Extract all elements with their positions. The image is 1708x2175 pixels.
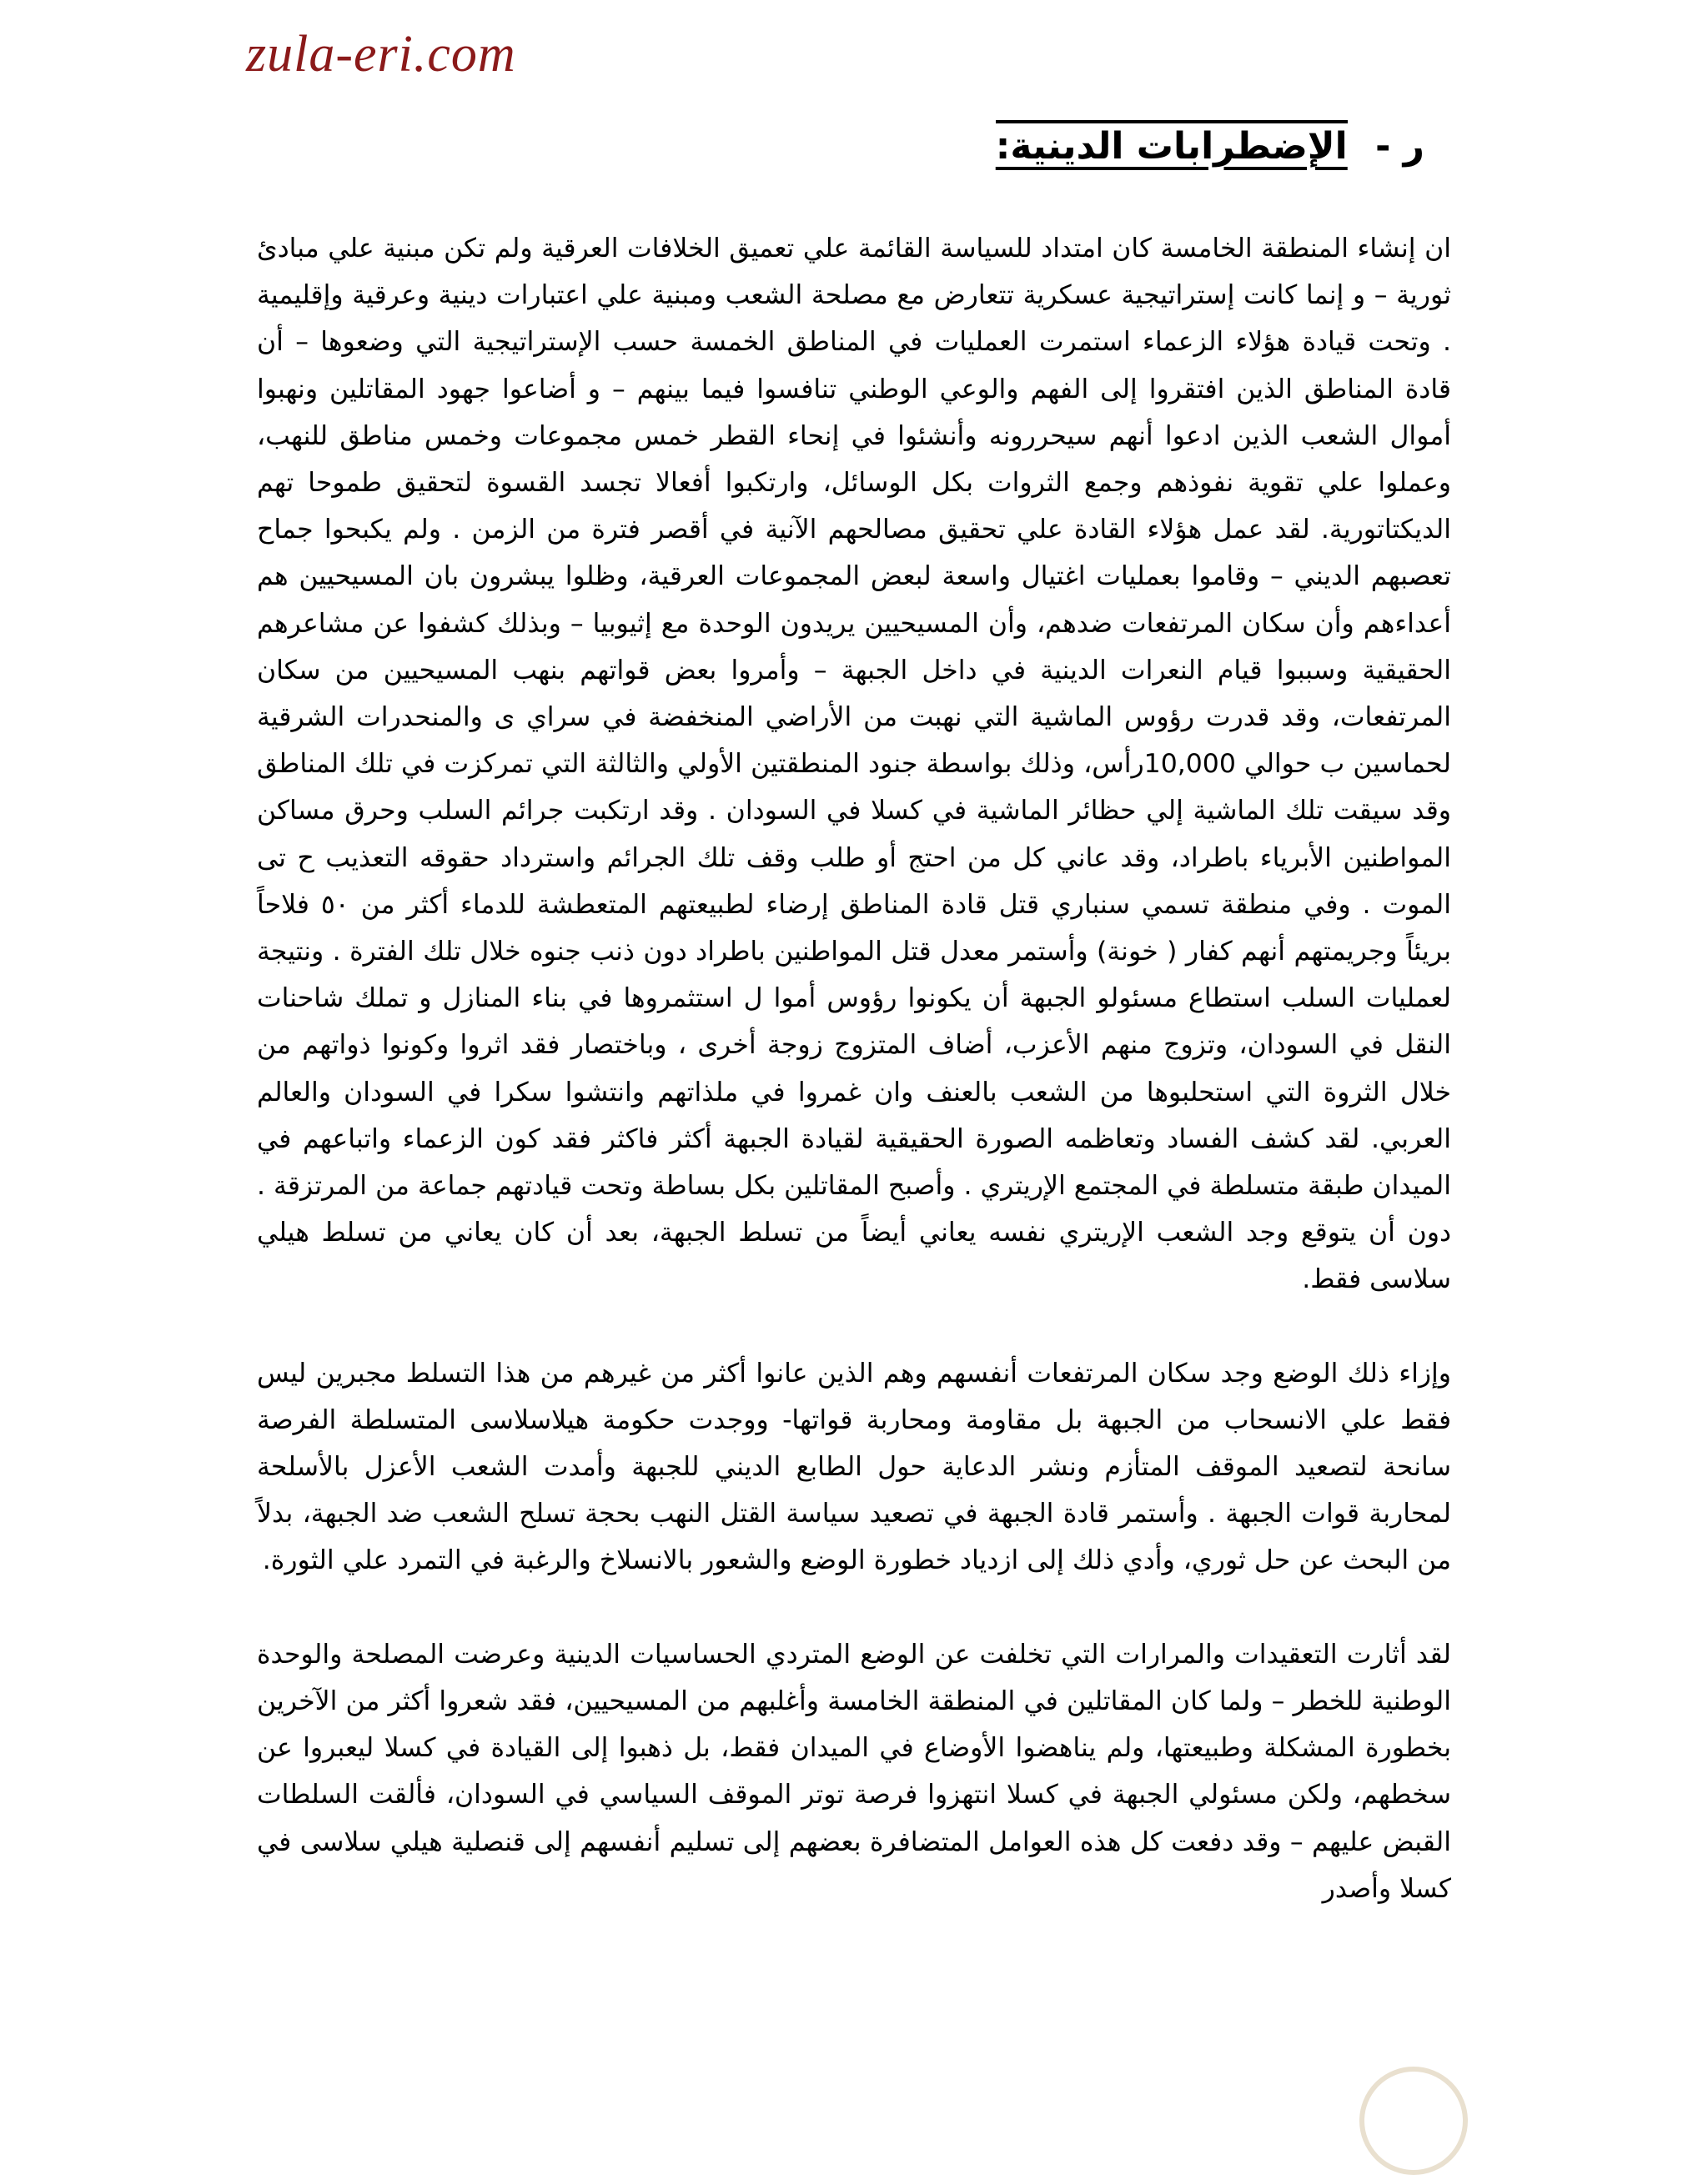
- paragraph-2: وإزاء ذلك الوضع وجد سكان المرتفعات أنفسهم وهم الذين عانوا أكثر من غيرهم من هذا التسلط مجبرين ليس فقط علي الانسحاب من الجبهة بل مقاومة ومحاربة قواتها- ووجدت حكومة هيلاسلاسى المتسلطة الفرصة سانحة لتصعيد الموقف المتأزم ونشر الدعاية حول الطابع الديني للجبهة وأمدت الشعب الأعزل بالأسلحة لمحاربة قوات الجبهة . وأستمر قادة الجبهة في تصعيد سياسة القتل النهب بحجة تسلح الشعب ضد الجبهة، بدلاً من البحث عن حل ثوري، وأدي ذلك إلى ازدياد خطورة الوضع والشعور بالانسلاخ والرغبة في التمرد علي الثورة.: [257, 1358, 1451, 1576]
- section-title: الإضطرابات الدينية:: [996, 120, 1348, 168]
- section-letter: ر -: [1375, 125, 1424, 168]
- paragraph-1: ان إنشاء المنطقة الخامسة كان امتداد للسياسة القائمة علي تعميق الخلافات العرقية ولم تكن مبنية علي مبادئ ثورية – و إنما كانت إستراتيجية عسكرية تتعارض مع مصلحة الشعب ومبنية علي اعتبارات دينية وعرقية وإقليمية . وتحت قيادة هؤلاء الزعماء استمرت العمليات في المناطق الخمسة حسب الإستراتيجية التي وضعوها – أن قادة المناطق الذين افتقروا إلى الفهم والوعي الوطني تنافسوا فيما بينهم – و أضاعوا جهود المقاتلين ونهبوا أموال الشعب الذين ادعوا أنهم سيحررونه وأنشئوا في إنحاء القطر خمس مجموعات وخمس مناطق للنهب، وعملوا علي تقوية نفوذهم وجمع الثروات بكل الوسائل، وارتكبوا أفعالا تجسد القسوة لتحقيق طموحا تهم الديكتاتورية. لقد عمل هؤلاء القادة علي تحقيق مصالحهم الآنية في أقصر فترة من الزمن . ولم يكبحوا جماح تعصبهم الديني – وقاموا بعمليات اغتيال واسعة لبعض المجموعات العرقية، وظلوا يبشرون بان المسيحيين هم أعداءهم وأن سكان المرتفعات ضدهم، وأن المسيحيين يريدون الوحدة مع إثيوبيا – وبذلك كشفوا عن مشاعرهم الحقيقية وسببوا قيام النعرات الدينية في داخل الجبهة – وأمروا بعض قواتهم بنهب المسيحيين من سكان المرتفعات، وقد قدرت رؤوس الماشية التي نهبت من الأراضي المنخفضة في سراي ى والمنحدرات الشرقية لحماسين ب حوالي 10,000رأس، وذلك بواسطة جنود المنطقتين الأولي والثالثة التي تمركزت في تلك المناطق وقد سيقت تلك الماشية إلي حظائر الماشية في كسلا في السودان . وقد ارتكبت جرائم السلب وحرق مساكن المواطنين الأبرياء باطراد، وقد عاني كل من احتج أو طلب وقف تلك الجرائم واسترداد حقوقه التعذيب ح تى الموت . وفي منطقة تسمي سنباري قتل قادة المناطق إرضاء لطبيعتهم المتعطشة للدماء أكثر من ٥٠ فلاحاً بريئاً وجريمتهم أنهم كفار ( خونة) وأستمر معدل قتل المواطنين باطراد دون ذنب جنوه خلال تلك الفترة . ونتيجة لعمليات السلب استطاع مسئولو الجبهة أن يكونوا رؤوس أموا ل استثمروها في بناء المنازل و تملك شاحنات النقل في السودان، وتزوج منهم الأعزب، أضاف المتزوج زوجة أخرى ، وباختصار فقد اثروا وكونوا ذواتهم من خلال الثروة التي استحلبوها من الشعب بالعنف وان غمروا في ملذاتهم وانتشوا سكرا في السودان والعالم العربي. لقد كشف الفساد وتعاظمه الصورة الحقيقية لقيادة الجبهة أكثر فاكثر فقد كون الزعماء واتباعهم في الميدان طبقة متسلطة في المجتمع الإريتري . وأصبح المقاتلين بكل بساطة وتحت قيادتهم جماعة من المرتزقة . دون أن يتوقع وجد الشعب الإريتري نفسه يعاني أيضاً من تسلط الجبهة، بعد أن كان يعاني من تسلط هيلي سلاسى فقط.: [257, 234, 1451, 1295]
- paragraph-3: لقد أثارت التعقيدات والمرارات التي تخلفت عن الوضع المتردي الحساسيات الدينية وعرضت المصلحة والوحدة الوطنية للخطر – ولما كان المقاتلين في المنطقة الخامسة وأغلبهم من المسيحيين، فقد شعروا أكثر من الآخرين بخطورة المشكلة وطبيعتها، ولم يناهضوا الأوضاع في الميدان فقط، بل ذهبوا إلى القيادة في كسلا ليعبروا عن سخطهم، ولكن مسئولي الجبهة في كسلا انتهزوا فرصة توتر الموقف السياسي في السودان، فألقت السلطات القبض عليهم – وقد دفعت كل هذه العوامل المتضافرة بعضهم إلى تسليم أنفسهم إلى قنصلية هيلي سلاسى في كسلا وأصدر: [257, 1639, 1451, 1904]
- section-heading: [996, 125, 1424, 168]
- document-body: [257, 225, 1451, 1912]
- page-corner-circle: [1359, 2067, 1468, 2175]
- site-watermark: zula-eri.com: [246, 26, 516, 83]
